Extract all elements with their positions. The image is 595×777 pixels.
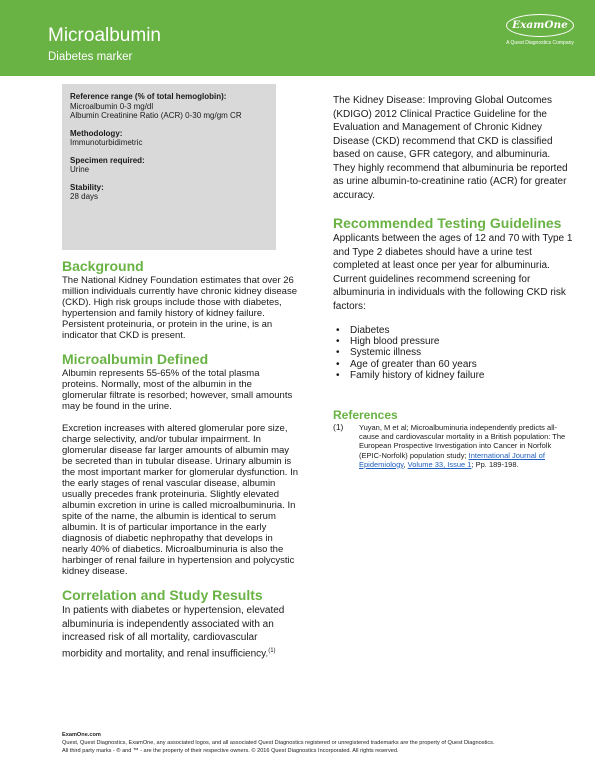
background-text: The National Kidney Foundation estimates that over 26 million individuals currently have chronic kidney disease (CKD). High risk groups include those with diabetes, hypertension and family history of kidney failure. Persistent proteinuria, or protein in the urine, is an indicator that CKD is present. [62, 275, 297, 341]
stability-value: 28 days [70, 192, 99, 201]
specification-box [62, 84, 276, 250]
stability-label: Stability: [70, 182, 104, 192]
kdigo-body: recommend that CKD is classified based on cause, GFR category, and albuminuria. They highly recommend that albuminuria be reported as urine albumin-to-creatinine ratio (ACR) for greater accuracy. [333, 135, 568, 201]
left-column [62, 258, 298, 660]
reference-range-block [70, 92, 268, 121]
methodology-block [70, 129, 268, 148]
reference-pages: ; Pp. 189-198. [471, 459, 519, 469]
kdigo-paragraph [333, 94, 573, 202]
list-item: • Age of greater than 60 years [333, 359, 573, 370]
footer-copyright-line: All third party marks - ® and ™ - are the property of their respective owners. © 2016 Quest Diagnostics Incorporated. All rights reserved. [62, 748, 399, 754]
footer-site-link[interactable]: ExamOne.com [62, 732, 101, 738]
methodology-value: Immunoturbidimetric [70, 138, 143, 147]
citation-superscript: (1) [268, 647, 276, 654]
microalbumin-defined-heading: Microalbumin Defined [62, 351, 209, 367]
page-subtitle: Diabetes marker [48, 51, 133, 63]
specimen-label: Specimen required: [70, 155, 145, 165]
footer-trademark-line: Quest, Quest Diagnostics, ExamOne, any associated logos, and all associated Quest Diagnostics registered or unregistered trademarks are the property of Quest Diagnostics. [62, 740, 495, 746]
stability-block [70, 183, 268, 202]
header-banner [0, 0, 595, 76]
list-item: • Systemic illness [333, 347, 573, 358]
specimen-value: Urine [70, 165, 90, 174]
guidelines-text: Applicants between the ages of 12 and 70 with Type 1 and Type 2 diabetes should have a urine test completed at least once per year for albuminuria. Current guidelines recommend screening for albuminuria in individuals with the following CKD risk factors: [333, 233, 573, 312]
guidelines-heading: Recommended Testing Guidelines [333, 215, 562, 231]
reference-text: Yuyan, M et al; Microalbuminuria independently predicts all-cause and cardiovascular mortality in a British population: The European Prospective Investigation into Cancer in Norfolk (EPIC-Norfolk) population study; [359, 423, 566, 460]
defined-paragraph-2: Excretion increases with altered glomerular pore size, charge selectivity, and/or tubular impairment. In glomerular disease far larger amounts of albumin may be secreted than in tubular disease. Urinary albumin is the most important marker for glomerular dysfunction. In the early stages of renal vascular disease, albumin usually precedes frank proteinuria. Slightly elevated albumin excretion in urine is called microalbuminuria. In spite of the name, the albumin is identical to serum albumin. It is of particular importance in the early diagnosis of diabetic nephropathy that develops in nearly 40% of diabetics. Microalbuminuria is also the harbinger of renal failure in hypertension and polycystic kidney disease. [62, 423, 299, 577]
list-item: • High blood pressure [333, 336, 573, 347]
examone-logo [498, 12, 582, 56]
correlation-heading: Correlation and Study Results [62, 587, 263, 603]
reference-number: (1) [333, 422, 344, 433]
reference-range-acr: Albumin Creatinine Ratio (ACR) 0-30 mg/gm CR [70, 111, 242, 120]
list-item: • Diabetes [333, 325, 573, 336]
footer [62, 731, 582, 755]
methodology-label: Methodology: [70, 128, 123, 138]
logo-tagline: A Quest Diagnostics Company [506, 40, 574, 46]
reference-separator: , [403, 459, 408, 469]
reference-entry [333, 423, 573, 469]
defined-paragraph-1: Albumin represents 55-65% of the total plasma proteins. Normally, most of the albumin in the glomerular filtrate is resorbed; however, small amounts may be found in the urine. [62, 368, 293, 412]
list-item: • Family history of kidney failure [333, 370, 573, 381]
references-heading: References [333, 408, 398, 423]
reference-range-microalbumin: Microalbumin 0-3 mg/dl [70, 101, 154, 111]
risk-factor-list [333, 325, 573, 381]
page-title: Microalbumin [48, 25, 161, 46]
volume-link[interactable]: Volume 33, Issue 1 [407, 459, 472, 469]
right-column [333, 94, 573, 469]
kdigo-title: The Kidney Disease: Improving Global Outcomes (KDIGO) 2012 Clinical Practice Guideline for the Evaluation and Management of Chronic Kidney Disease (CKD) [333, 95, 552, 147]
correlation-text [62, 604, 298, 660]
specimen-block [70, 156, 268, 175]
journal-link[interactable]: International Journal of Epidemiology [359, 450, 545, 469]
background-heading: Background [62, 258, 144, 274]
logo-badge: ExamOne [506, 14, 574, 37]
correlation-text-body: In patients with diabetes or hypertension, elevated albuminuria is independently associated with an increased risk of all mortality, cardiovascular morbidity and mortality, and renal insufficiency. [62, 605, 285, 659]
reference-range-label: Reference range (% of total hemoglobin): [70, 92, 227, 101]
